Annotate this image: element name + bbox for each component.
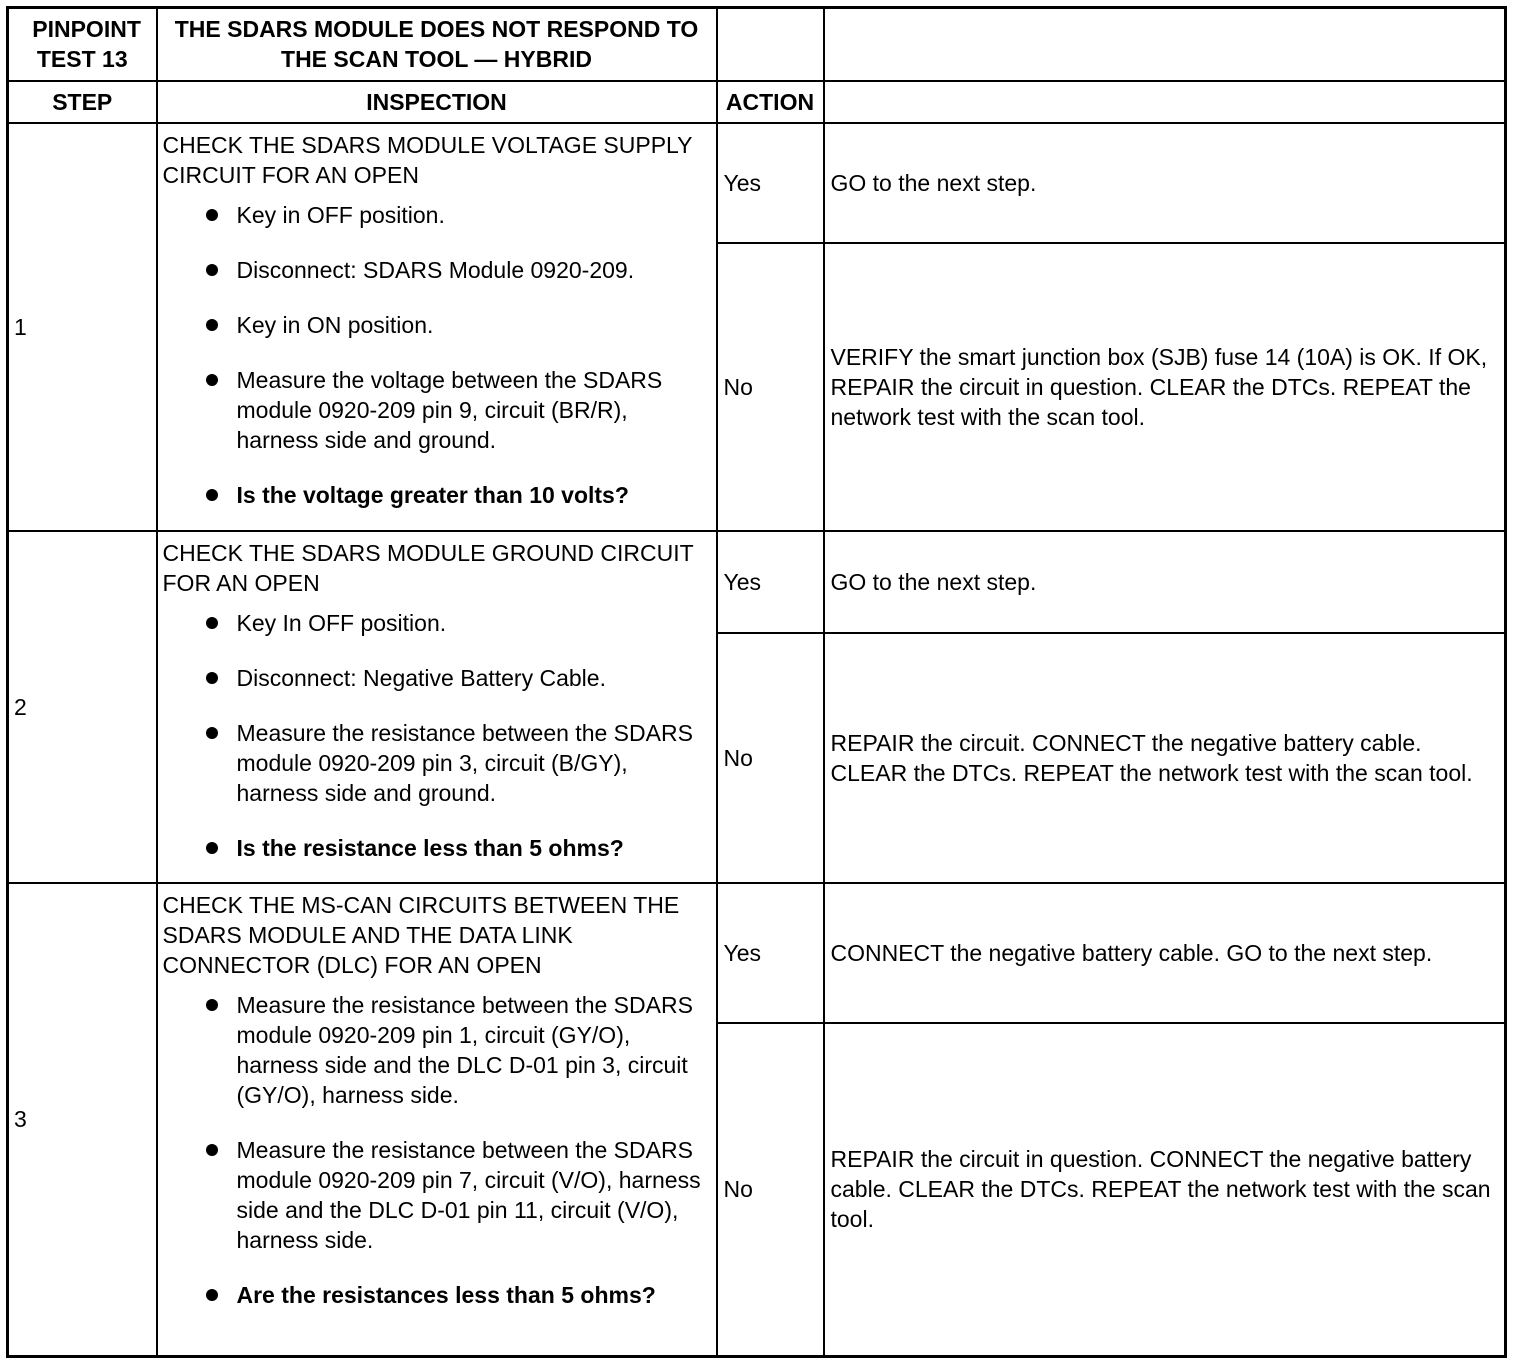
step-2-no-action: REPAIR the circuit. CONNECT the negative battery cable. CLEAR the DTCs. REPEAT the network test with the scan tool. [824, 633, 1506, 883]
step-column-header: STEP [8, 81, 157, 123]
step-1-title: CHECK THE SDARS MODULE VOLTAGE SUPPLY CIRCUIT FOR AN OPEN [162, 131, 693, 188]
test-id-cell [8, 8, 157, 81]
step-2-yes-row [8, 531, 1506, 633]
step-2-yes-action: GO to the next step. [824, 531, 1506, 633]
bullet-icon [206, 617, 218, 629]
list-item: Key in OFF position. [237, 200, 710, 230]
step-2-inspection [157, 531, 717, 883]
title-row [8, 8, 1506, 81]
step-3-title: CHECK THE MS-CAN CIRCUITS BETWEEN THE SDARS MODULE AND THE DATA LINK CONNECTOR (DLC) FOR AN OPEN [162, 891, 680, 978]
list-item: Key in ON position. [237, 310, 710, 340]
step-1-yes-row [8, 123, 1506, 243]
step-3-yes-label: Yes [717, 883, 824, 1023]
pinpoint-test-table [6, 6, 1507, 1358]
list-item: Measure the resistance between the SDARS module 0920-209 pin 7, circuit (V/O), harness side and the DLC D-01 pin 11, circuit (V/O), harness side. [237, 1135, 710, 1255]
step-1-yes-label: Yes [717, 123, 824, 243]
step-2-no-label: No [717, 633, 824, 883]
list-item: Measure the resistance between the SDARS module 0920-209 pin 3, circuit (B/GY), harness side and ground. [237, 718, 710, 808]
step-3-no-label: No [717, 1023, 824, 1357]
step-3-bullets [163, 990, 710, 1310]
step-1-no-label: No [717, 243, 824, 531]
step-1-no-action: VERIFY the smart junction box (SJB) fuse 14 (10A) is OK. If OK, REPAIR the circuit in question. CLEAR the DTCs. REPEAT the network test with the scan tool. [824, 243, 1506, 531]
step-2-number: 2 [8, 531, 157, 883]
title-empty-cell [824, 8, 1506, 81]
step-3-inspection [157, 883, 717, 1357]
list-item: Key In OFF position. [237, 608, 710, 638]
action-column-header: ACTION [717, 81, 824, 123]
step-1-number: 1 [8, 123, 157, 531]
step-1-bullets [163, 200, 710, 510]
list-item: Disconnect: SDARS Module 0920-209. [237, 255, 710, 285]
bullet-icon [206, 727, 218, 739]
bullet-icon [206, 842, 218, 854]
test-id: PINPOINT TEST 13 [32, 16, 141, 73]
step-3-yes-action: CONNECT the negative battery cable. GO to the next step. [824, 883, 1506, 1023]
step-2-title: CHECK THE SDARS MODULE GROUND CIRCUIT FOR AN OPEN [162, 539, 694, 596]
step-2-question: Is the resistance less than 5 ohms? [237, 833, 710, 863]
bullet-icon [206, 489, 218, 501]
list-item: Disconnect: Negative Battery Cable. [237, 663, 710, 693]
bullet-icon [206, 209, 218, 221]
title-empty-cell [717, 8, 824, 81]
step-2-bullets [163, 608, 710, 863]
bullet-icon [206, 264, 218, 276]
test-title-cell [157, 8, 717, 81]
list-item: Measure the resistance between the SDARS module 0920-209 pin 1, circuit (GY/O), harness side and the DLC D-01 pin 3, circuit (GY/O), harness side. [237, 990, 710, 1110]
step-3-no-action: REPAIR the circuit in question. CONNECT the negative battery cable. CLEAR the DTCs. REPEAT the network test with the scan tool. [824, 1023, 1506, 1357]
test-title: THE SDARS MODULE DOES NOT RESPOND TO THE SCAN TOOL — HYBRID [174, 16, 699, 73]
header-empty-cell [824, 81, 1506, 123]
step-3-question: Are the resistances less than 5 ohms? [237, 1280, 710, 1310]
step-1-yes-action: GO to the next step. [824, 123, 1506, 243]
inspection-column-header: INSPECTION [157, 81, 717, 123]
step-3-number: 3 [8, 883, 157, 1357]
bullet-icon [206, 1144, 218, 1156]
column-header-row [8, 81, 1506, 123]
step-1-inspection [157, 123, 717, 531]
step-3-yes-row [8, 883, 1506, 1023]
bullet-icon [206, 319, 218, 331]
list-item: Measure the voltage between the SDARS module 0920-209 pin 9, circuit (BR/R), harness side and ground. [237, 365, 710, 455]
bullet-icon [206, 999, 218, 1011]
step-2-yes-label: Yes [717, 531, 824, 633]
bullet-icon [206, 374, 218, 386]
bullet-icon [206, 1289, 218, 1301]
bullet-icon [206, 672, 218, 684]
step-1-question: Is the voltage greater than 10 volts? [237, 480, 710, 510]
